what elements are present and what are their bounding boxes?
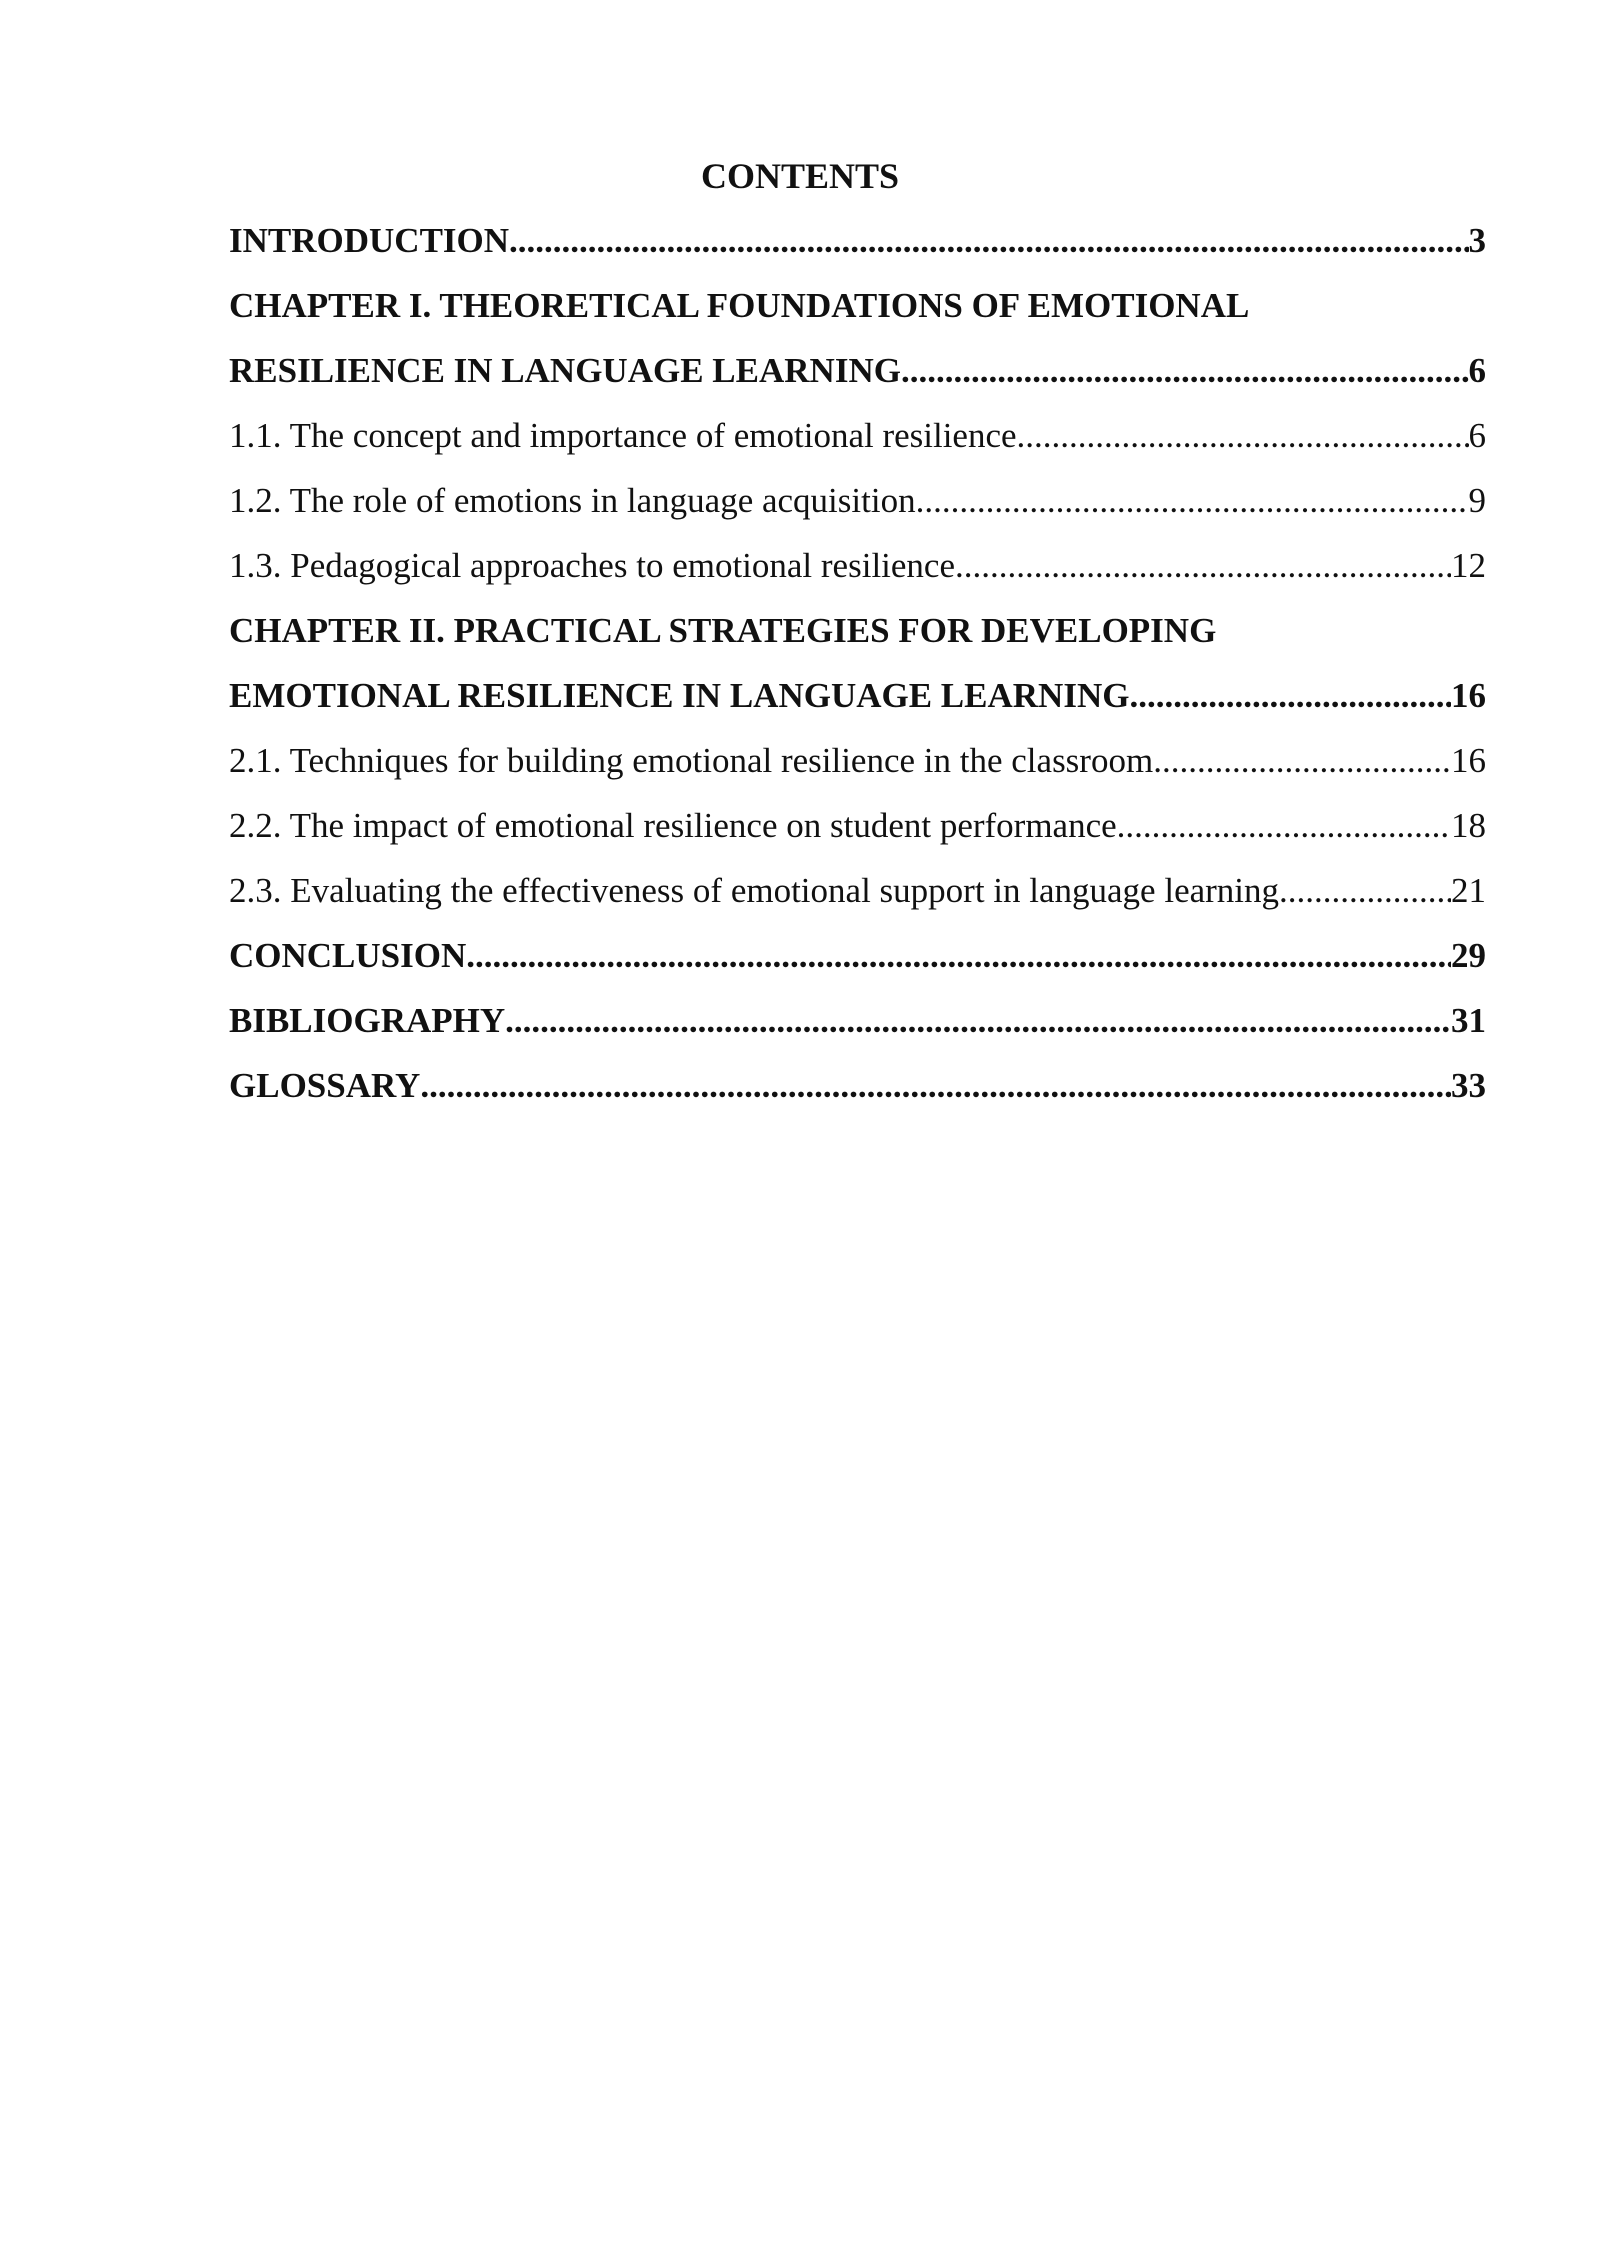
toc-entry-label: GLOSSARY <box>229 1066 421 1105</box>
toc-entry-label: 1.3. Pedagogical approaches to emotional resilience <box>229 546 955 585</box>
toc-entry-section-2-3[interactable] <box>229 858 1486 923</box>
toc-entry-conclusion[interactable] <box>229 923 1486 988</box>
toc-entry-label: 2.3. Evaluating the effectiveness of emotional support in language learning <box>229 871 1280 910</box>
toc-page-number: 16 <box>1451 741 1486 780</box>
dot-leader <box>1129 663 1451 728</box>
toc-entry-section-2-1[interactable] <box>229 728 1486 793</box>
toc-page-number: 33 <box>1451 1066 1486 1105</box>
dot-leader <box>505 988 1451 1053</box>
dot-leader <box>1153 728 1451 793</box>
toc-entry-label: 1.1. The concept and importance of emotional resilience <box>229 416 1017 455</box>
toc-entry-section-2-2[interactable] <box>229 793 1486 858</box>
toc-entry-label: CONCLUSION <box>229 936 467 975</box>
toc-entry-chapter-2-line-1[interactable]: CHAPTER II. PRACTICAL STRATEGIES FOR DEVELOPING <box>229 611 1217 650</box>
toc-page-number: 3 <box>1468 221 1486 260</box>
toc-entry-label: 2.1. Techniques for building emotional resilience in the classroom <box>229 741 1154 780</box>
toc-entry-label: INTRODUCTION <box>229 221 510 260</box>
toc-entry-bibliography[interactable] <box>229 988 1486 1053</box>
dot-leader <box>1017 403 1469 468</box>
dot-leader <box>916 468 1469 533</box>
page-title: CONTENTS <box>700 156 900 196</box>
toc-page-number: 16 <box>1451 676 1486 715</box>
toc-entry-introduction[interactable] <box>229 208 1486 273</box>
toc-entry-label: BIBLIOGRAPHY <box>229 1001 506 1040</box>
toc-entry-chapter-1[interactable] <box>229 338 1486 403</box>
toc-page-number: 21 <box>1451 871 1486 910</box>
dot-leader <box>1117 793 1451 858</box>
table-of-contents <box>229 208 1486 1118</box>
toc-entry-section-1-3[interactable] <box>229 533 1486 598</box>
dot-leader <box>509 208 1468 273</box>
toc-entry-chapter-2[interactable] <box>229 663 1486 728</box>
toc-entry-label: 2.2. The impact of emotional resilience on student performance <box>229 806 1117 845</box>
toc-entry-label: EMOTIONAL RESILIENCE IN LANGUAGE LEARNING <box>229 676 1130 715</box>
toc-page-number: 31 <box>1451 1001 1486 1040</box>
toc-page-number: 6 <box>1468 351 1486 390</box>
dot-leader <box>1279 858 1451 923</box>
dot-leader <box>466 923 1451 988</box>
toc-entry-label: RESILIENCE IN LANGUAGE LEARNING <box>229 351 901 390</box>
toc-entry-chapter-1-line-1[interactable]: CHAPTER I. THEORETICAL FOUNDATIONS OF EMOTIONAL <box>229 286 1250 325</box>
toc-page-number: 12 <box>1451 546 1486 585</box>
toc-page-number: 18 <box>1451 806 1486 845</box>
toc-entry-section-1-1[interactable] <box>229 403 1486 468</box>
toc-entry-section-1-2[interactable] <box>229 468 1486 533</box>
toc-entry-label: 1.2. The role of emotions in language acquisition <box>229 481 916 520</box>
dot-leader <box>420 1053 1451 1118</box>
dot-leader <box>901 338 1469 403</box>
toc-page-number: 29 <box>1451 936 1486 975</box>
toc-entry-glossary[interactable] <box>229 1053 1486 1118</box>
dot-leader <box>955 533 1451 598</box>
toc-page-number: 6 <box>1468 416 1486 455</box>
toc-page-number: 9 <box>1468 481 1486 520</box>
